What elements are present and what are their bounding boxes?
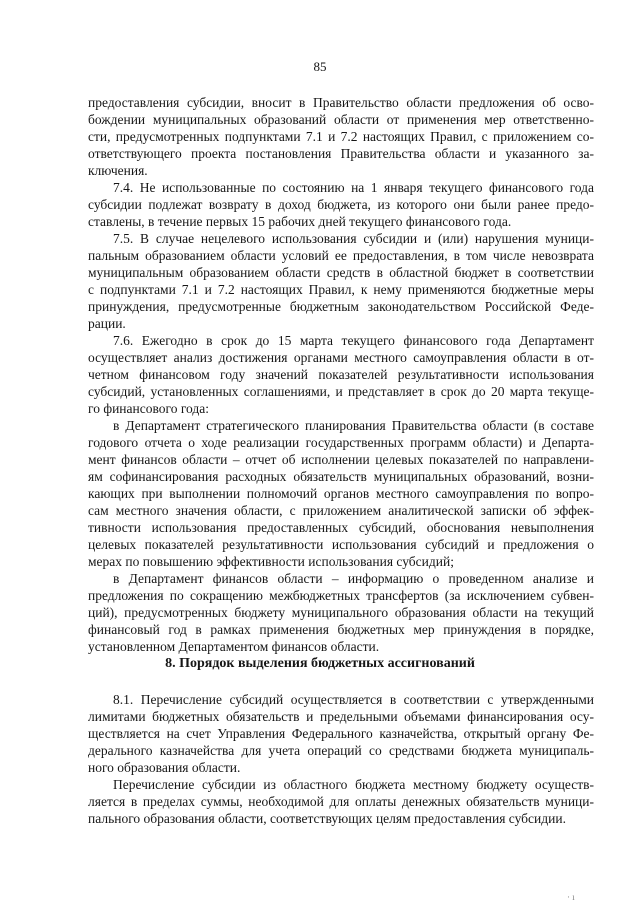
paragraph-8-1-start: 8.1. Перечисление субсидий осуществляется в соответствии с утвержденными <box>113 692 594 707</box>
text-line: целевых показателей результативности использования субсидий и предложения о <box>88 537 594 552</box>
text-line: предоставления субсидии, вносит в Правительство области предложения об осво- <box>88 95 594 110</box>
text-line: предложения по сокращению межбюджетных трансфертов (за исключением субвен- <box>88 588 594 603</box>
text-line: годового отчета о ходе реализации государственных программ области) и Департа- <box>88 435 594 450</box>
text-line: ного образования области. <box>88 760 241 775</box>
text-line: бождении муниципальных образований области от применения мер ответственно- <box>88 112 594 127</box>
paragraph-7-4-start: 7.4. Не использованные по состоянию на 1 января текущего финансового года <box>113 180 594 195</box>
text-line: ответствующего проекта постановления Правительства области и указанного за- <box>88 146 594 161</box>
text-line: ций), предусмотренных бюджету муниципального образования области на текущий <box>88 605 594 620</box>
paragraph-transfer-start: Перечисление субсидии из областного бюджета местному бюджету осуществ- <box>113 777 594 792</box>
text-line: ям софинансирования расходных обязательств муниципальных образований, возни- <box>88 469 594 484</box>
text-line: субсидий, установленных соглашениями, и представляет в срок до 20 марта текуще- <box>88 384 594 399</box>
text-line: сам местного значения области, с приложением аналитической записки об эффек- <box>88 503 594 518</box>
text-line: установленном Департаментом финансов области. <box>88 639 380 654</box>
scan-artifact-mark: · ı <box>567 892 575 902</box>
text-line: муниципальным образованием области средств в областной бюджет в соответствии <box>88 265 594 280</box>
text-line: мент финансов области – отчет об исполнении целевых показателей по направлени- <box>88 452 594 467</box>
text-line: принуждения, предусмотренные бюджетным законодательством Российской Феде- <box>88 299 594 314</box>
list-item-strategic-planning: в Департамент стратегического планирования Правительства области (в составе <box>113 418 594 433</box>
paragraph-7-6-start: 7.6. Ежегодно в срок до 15 марта текущего финансового года Департамент <box>113 333 594 348</box>
body-text-block-2 <box>88 691 594 827</box>
text-line: рации. <box>88 316 126 331</box>
text-line: с подпунктами 7.1 и 7.2 настоящих Правил, к нему применяются бюджетные меры <box>88 282 594 297</box>
paragraph-7-5-start: 7.5. В случае нецелевого использования субсидии и (или) нарушения муници- <box>113 231 594 246</box>
list-item-finance-department: в Департамент финансов области – информацию о проведенном анализе и <box>113 571 594 586</box>
text-line: сти, предусмотренных подпунктами 7.1 и 7.2 настоящих Правил, с приложением со- <box>88 129 594 144</box>
text-line: осуществляет анализ достижения органами местного самоуправления области в от- <box>88 350 594 365</box>
section-heading: 8. Порядок выделения бюджетных ассигнований <box>165 656 475 671</box>
text-line: ключения. <box>88 163 148 178</box>
body-text-block-1 <box>88 94 594 655</box>
text-line: лимитами бюджетных обязательств и предельными объемами финансирования осу- <box>88 709 594 724</box>
text-line: пальным образованием области условий ее предоставления, в том числе невозврата <box>88 248 594 263</box>
text-line: кающих при выполнении полномочий органов местного самоуправления по вопро- <box>88 486 594 501</box>
text-line: финансовый год в рамках применения бюджетных мер принуждения в порядке, <box>88 622 594 637</box>
text-line: ляется в пределах суммы, необходимой для оплаты денежных обязательств муници- <box>88 794 594 809</box>
text-line: мерах по повышению эффективности использования субсидий; <box>88 554 454 569</box>
text-line: го финансового года: <box>88 401 210 416</box>
text-line: ществляется на счет Управления Федерального казначейства, открытый органу Фе- <box>88 726 594 741</box>
text-line: четном финансовом году значений показателей результативности использования <box>88 367 594 382</box>
page-number: 85 <box>313 59 327 74</box>
text-line: субсидии подлежат возврату в доход бюджета, из которого они были ранее предо- <box>88 197 594 212</box>
text-line: ставлены, в течение первых 15 рабочих дней текущего финансового года. <box>88 214 512 229</box>
text-line: пального образования области, соответствующих целям предоставления субсидии. <box>88 811 566 826</box>
text-line: дерального казначейства для учета операций со средствами бюджета муниципаль- <box>88 743 594 758</box>
text-line: тивности использования предоставленных субсидий, обоснования невыполнения <box>88 520 594 535</box>
